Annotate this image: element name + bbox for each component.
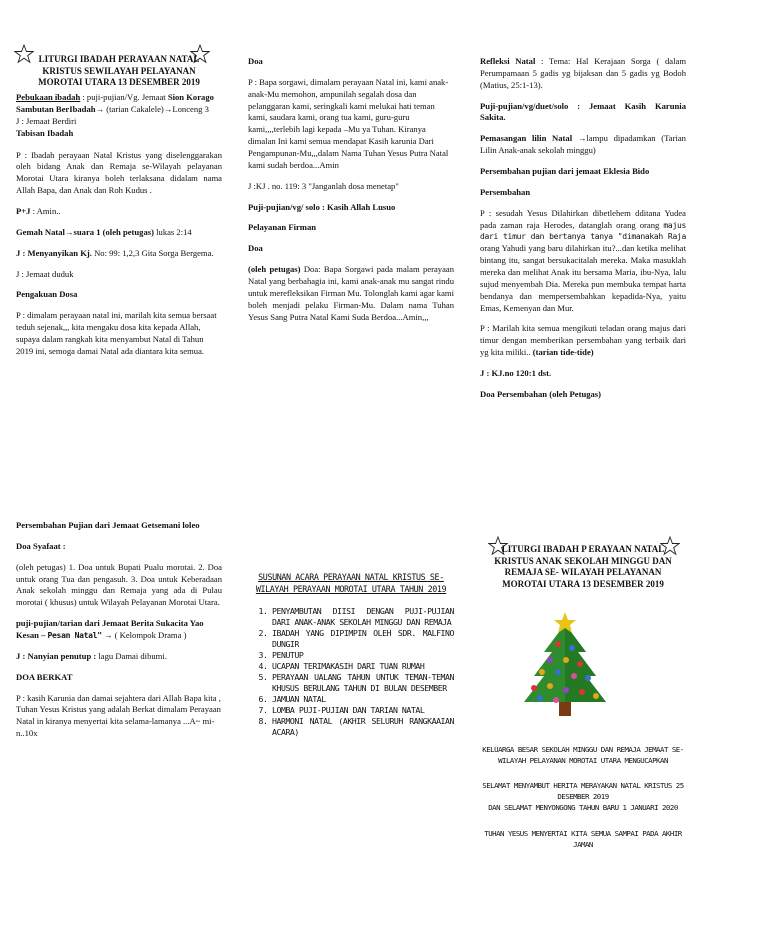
blessing-closing: TUHAN YESUS MENYERTAI KITA SEMUA SAMPAI PADA AKHIR JAMAN <box>484 828 682 849</box>
agenda-item: 8. HARMONI NATAL (AKHIR SELURUH RANGKAAIAN ACARA) <box>272 716 454 738</box>
pesan-natal-handwritten: Pesan Natal" <box>47 631 102 641</box>
refleksi-text: : Tema: Hal Kerajaan Sorga ( dalam Perumpamaan 5 gadis yg bijaksan dan 5 gadis yg Bodoh (Matius, 25:1-13). <box>480 56 687 90</box>
cover-title: LITURGI IBADAH P ERAYAAN NATAL KRISTUS ANAK SEKOLAH MINGGU DAN REMAJA SE- WILAYAH PELAYANAN MOROTAI UTARA 13 DESEMBER 2019 <box>494 544 672 590</box>
pelayanan-firman: Pelayanan Firman <box>248 222 317 233</box>
doa-berkat-heading: DOA BERKAT <box>16 671 73 682</box>
puji-pujian-duet: Puji-pujian/vg/duet/solo : Jemaat Kasih Karunia Sakita. <box>480 100 686 123</box>
agenda-item: 2. IBADAH YANG DIPIMPIN OLEH SDR. MALFINO DUNGIR <box>272 628 454 650</box>
agenda-item: 3. PENUTUP <box>272 650 454 661</box>
puji-tarian-text: → ( Kelompok Drama ) <box>101 630 187 641</box>
berkat-paragraph: P : kasih Karunia dan damai sejahtera dari Allah Bapa kita , Tuhan Yesus Kristus yang adalah Berkat dimalam Perayaan Natal in kiranya menyertai kita selama-lamanya ...A~ mi-n..10x <box>16 692 221 739</box>
kj-text: No: 99: 1,2,3 Gita Sorga Bergema. <box>91 247 214 258</box>
liturgy-title: LITURGI IBADAH PERAYAAN NATAL KRISTUS SEWILAYAH PELAYANAN MOROTAI UTARA 13 DESEMBER 2019 <box>38 54 200 88</box>
agenda-item: 4. UCAPAN TERIMAKASIH DARI TUAN RUMAH <box>272 661 454 672</box>
kj-label: J : Menyanyikan Kj. <box>16 247 92 258</box>
doa2-text: Doa: Bapa Sorgawi pada malam perayaan Natal yang berbahagia ini, kami anak-anak mu sangat rindu untuk merefleksikan Firman Mu. Tolonglah kami agar kami boleh menjadi pelaku Firman-Mu. Dalam nama Tuhan Yesus Sang Putra Natal Kami Suda Berdoa...Amin,,, <box>248 264 454 322</box>
puji-tarian-label: puji-pujian/tarian dari Jemaat Berita Sukacita Yao Kesan – <box>16 618 204 641</box>
gemah-text: lukas 2:14 <box>153 226 192 237</box>
doa-paragraph: P : Bapa sorgawi, dimalam perayaan Natal ini, kami anak-anak-Mu memohon, ampunilah segalah dosa dan pelanggaran kami, seringkali kami melukai hati teman kami, saudara kami, orang tua kami, guru-guru kami,,,,terlebih lagi kepada –Mu ya Tuhan. Kiranya dimalan Ini kami semua mendapat Kasih karunia Dari Pengampunan-Mu,,,dalam Nama Tuhan Yesus Putra Natal kami sudah berdoa...Amin <box>248 76 449 170</box>
persembahan-p1: P : sesudah Yesus Dilahirkan dibetlehem dditana Yudea pada zaman raja Herodes, datanglah orang orang <box>480 207 686 230</box>
doa-heading: Doa <box>248 56 263 66</box>
doa-syafaat-heading: Doa Syafaat : <box>16 540 66 551</box>
selamat-natal: SELAMAT MENYAMBUT HERITA MERAYAKAN NATAL KRISTUS 25 DESEMBER 2019 <box>482 781 684 802</box>
pengakuan-heading: Pengakuan Dosa <box>16 289 78 300</box>
cover-column <box>480 544 686 594</box>
sambutan-text: → (tarian Cakalele)→Lonceng 3 <box>95 103 209 114</box>
cover-greetings <box>476 744 690 864</box>
pj-text: : Amin.. <box>30 205 61 216</box>
nanyian-label: J : Nanyian penutup : <box>16 650 97 661</box>
pebukaan-choir: Sion Korago <box>167 92 214 103</box>
agenda-item: 5. PERAYAAN UALANG TAHUN UNTUK TEMAN-TEMAN KHUSUS BERULANG TAHUN DI BULAN DESEMBER <box>272 672 454 694</box>
lilin-text: →lampu dipadamkan (Tarian Lilin Anak-anak sekolah minggu) <box>480 133 686 156</box>
kj-120: J : KJ.no 120:1 dst. <box>480 368 552 379</box>
pebukaan-text: : puji-pujian/Vg. Jemaat <box>80 92 168 103</box>
persembahan-handwritten: majus dari timur dan bertanya tanya "dimanakah Raja <box>480 220 686 242</box>
puji-pujian-solo: Puji-pujian/vg/ solo : Kasih Allah Lusuo <box>248 201 396 212</box>
pebukaan-label: Pebukaan ibadah <box>16 92 81 103</box>
tabisan-paragraph: P : Ibadah perayaan Natal Kristus yang diselenggarakan oleh bidang Anak dan Remaja se-Wilayah pelayanan Morotai Utara kiranya boleh terlaksana didalam nama Allah Bapa, dan Anak dan Roh Kudus . <box>16 149 222 196</box>
selamat-tahun-baru: DAN SELAMAT MENYONGONG TAHUN BARU 1 JANUARI 2020 <box>488 803 678 813</box>
tarian-tide: (tarian tide-tide) <box>532 347 594 358</box>
persembahan-getsemani: Persembahan Pujian dari Jemaat Getsemani loleo <box>16 520 200 530</box>
agenda-column <box>248 572 454 738</box>
tabisan-heading: Tabisan Ibadah <box>16 127 74 138</box>
persembahan-p2: orang Yahudi yang baru dilahirkan itu?...dan ketika melihat bintang itu, sangat bersukacitalah mereka. Maka masuklah mereka dan melihat Anak itu bersama Maria, ibu-Nya, lalu sujud menyembah Dia. Mereka pun membuka tempat harta bendanya dan mempersembahkan kepadida-Nya, yaitu Emas, Kemenyan dan Mur. <box>480 243 686 313</box>
keluarga-greeting: KELUARGA BESAR SEKOLAH MINGGU DAN REMAJA JEMAAT SE-WILAYAH PELAYANAN MOROTAI UTARA MENGUCAPKAN <box>482 745 684 766</box>
pj-label: P+J <box>16 205 31 216</box>
liturgy-column-1 <box>16 54 222 367</box>
gemah-label: Gemah Natal→suara 1 (oleh petugas) <box>16 226 154 237</box>
liturgy-column-4 <box>16 520 222 749</box>
susunan-acara-title: SUSUNAN ACARA PERAYAAN NATAL KRISTUS SE-WILAYAH PERAYAAN MOROTAI UTARA TAHUN 2019 <box>255 572 447 594</box>
persembahan-heading: Persembahan <box>480 186 531 197</box>
doa-persembahan: Doa Persembahan (oleh Petugas) <box>480 388 602 399</box>
agenda-item: 6. JAMUAN NATAL <box>272 694 454 705</box>
doa2-heading: Doa <box>248 243 263 254</box>
agenda-list <box>248 606 454 739</box>
liturgy-column-2 <box>248 56 454 332</box>
syafaat-paragraph: (oleh petugas) 1. Doa untuk Bupati Pualu morotai. 2. Doa untuk orang Tua dan pengasuh. 3. Doa untuk Keberadaan Anak sekolah minggu dan Remaja yang ada di Pulau morotai ( khusus) untuk Wilayah Pelayanan Morotai Utara. <box>16 561 222 608</box>
kj-119: J :KJ . no. 119: 3 "Janganlah dosa menetap" <box>248 180 399 191</box>
nanyian-text: lagu Damai dibumi. <box>96 650 167 661</box>
marilah-text: P : Marilah kita semua mengikuti teladan orang majus dari timur dengan memberikan persembahan yang terbaik dari yg kita miliki.. <box>480 323 686 358</box>
doa2-label: (oleh petugas) <box>248 264 301 275</box>
christmas-tree-illustration <box>510 610 620 728</box>
refleksi-label: Refleksi Natal <box>480 56 536 66</box>
sambutan-label: Sambutan BerIbadah <box>16 103 96 114</box>
persembahan-bido: Persembahan pujian dari jemaat Eklesia Bido <box>480 166 650 177</box>
liturgy-column-3 <box>480 56 686 410</box>
agenda-item: 1. PENYAMBUTAN DIISI DENGAN PUJI-PUJIAN DARI ANAK-ANAK SEKOLAH MINGGU DAN REMAJA <box>272 606 454 628</box>
pengakuan-paragraph: P : dimalam perayaan natal ini, marilah kita semua bersaat teduh sejenak,,, kita mengaku dosa kita kepada Allah, supaya dalam rangkah kita menyambut Natal di Tahun 2019 ini, semoga damai Natal ada diantara kita semua. <box>16 310 217 356</box>
lilin-label: Pemasangan lilin Natal <box>480 133 573 144</box>
jemaat-berdiri: J : Jemaat Berdiri <box>16 115 77 126</box>
jemaat-duduk: J : Jemaat duduk <box>16 268 74 279</box>
agenda-item: 7. LOMBA PUJI-PUJIAN DAN TARIAN NATAL <box>272 705 454 716</box>
